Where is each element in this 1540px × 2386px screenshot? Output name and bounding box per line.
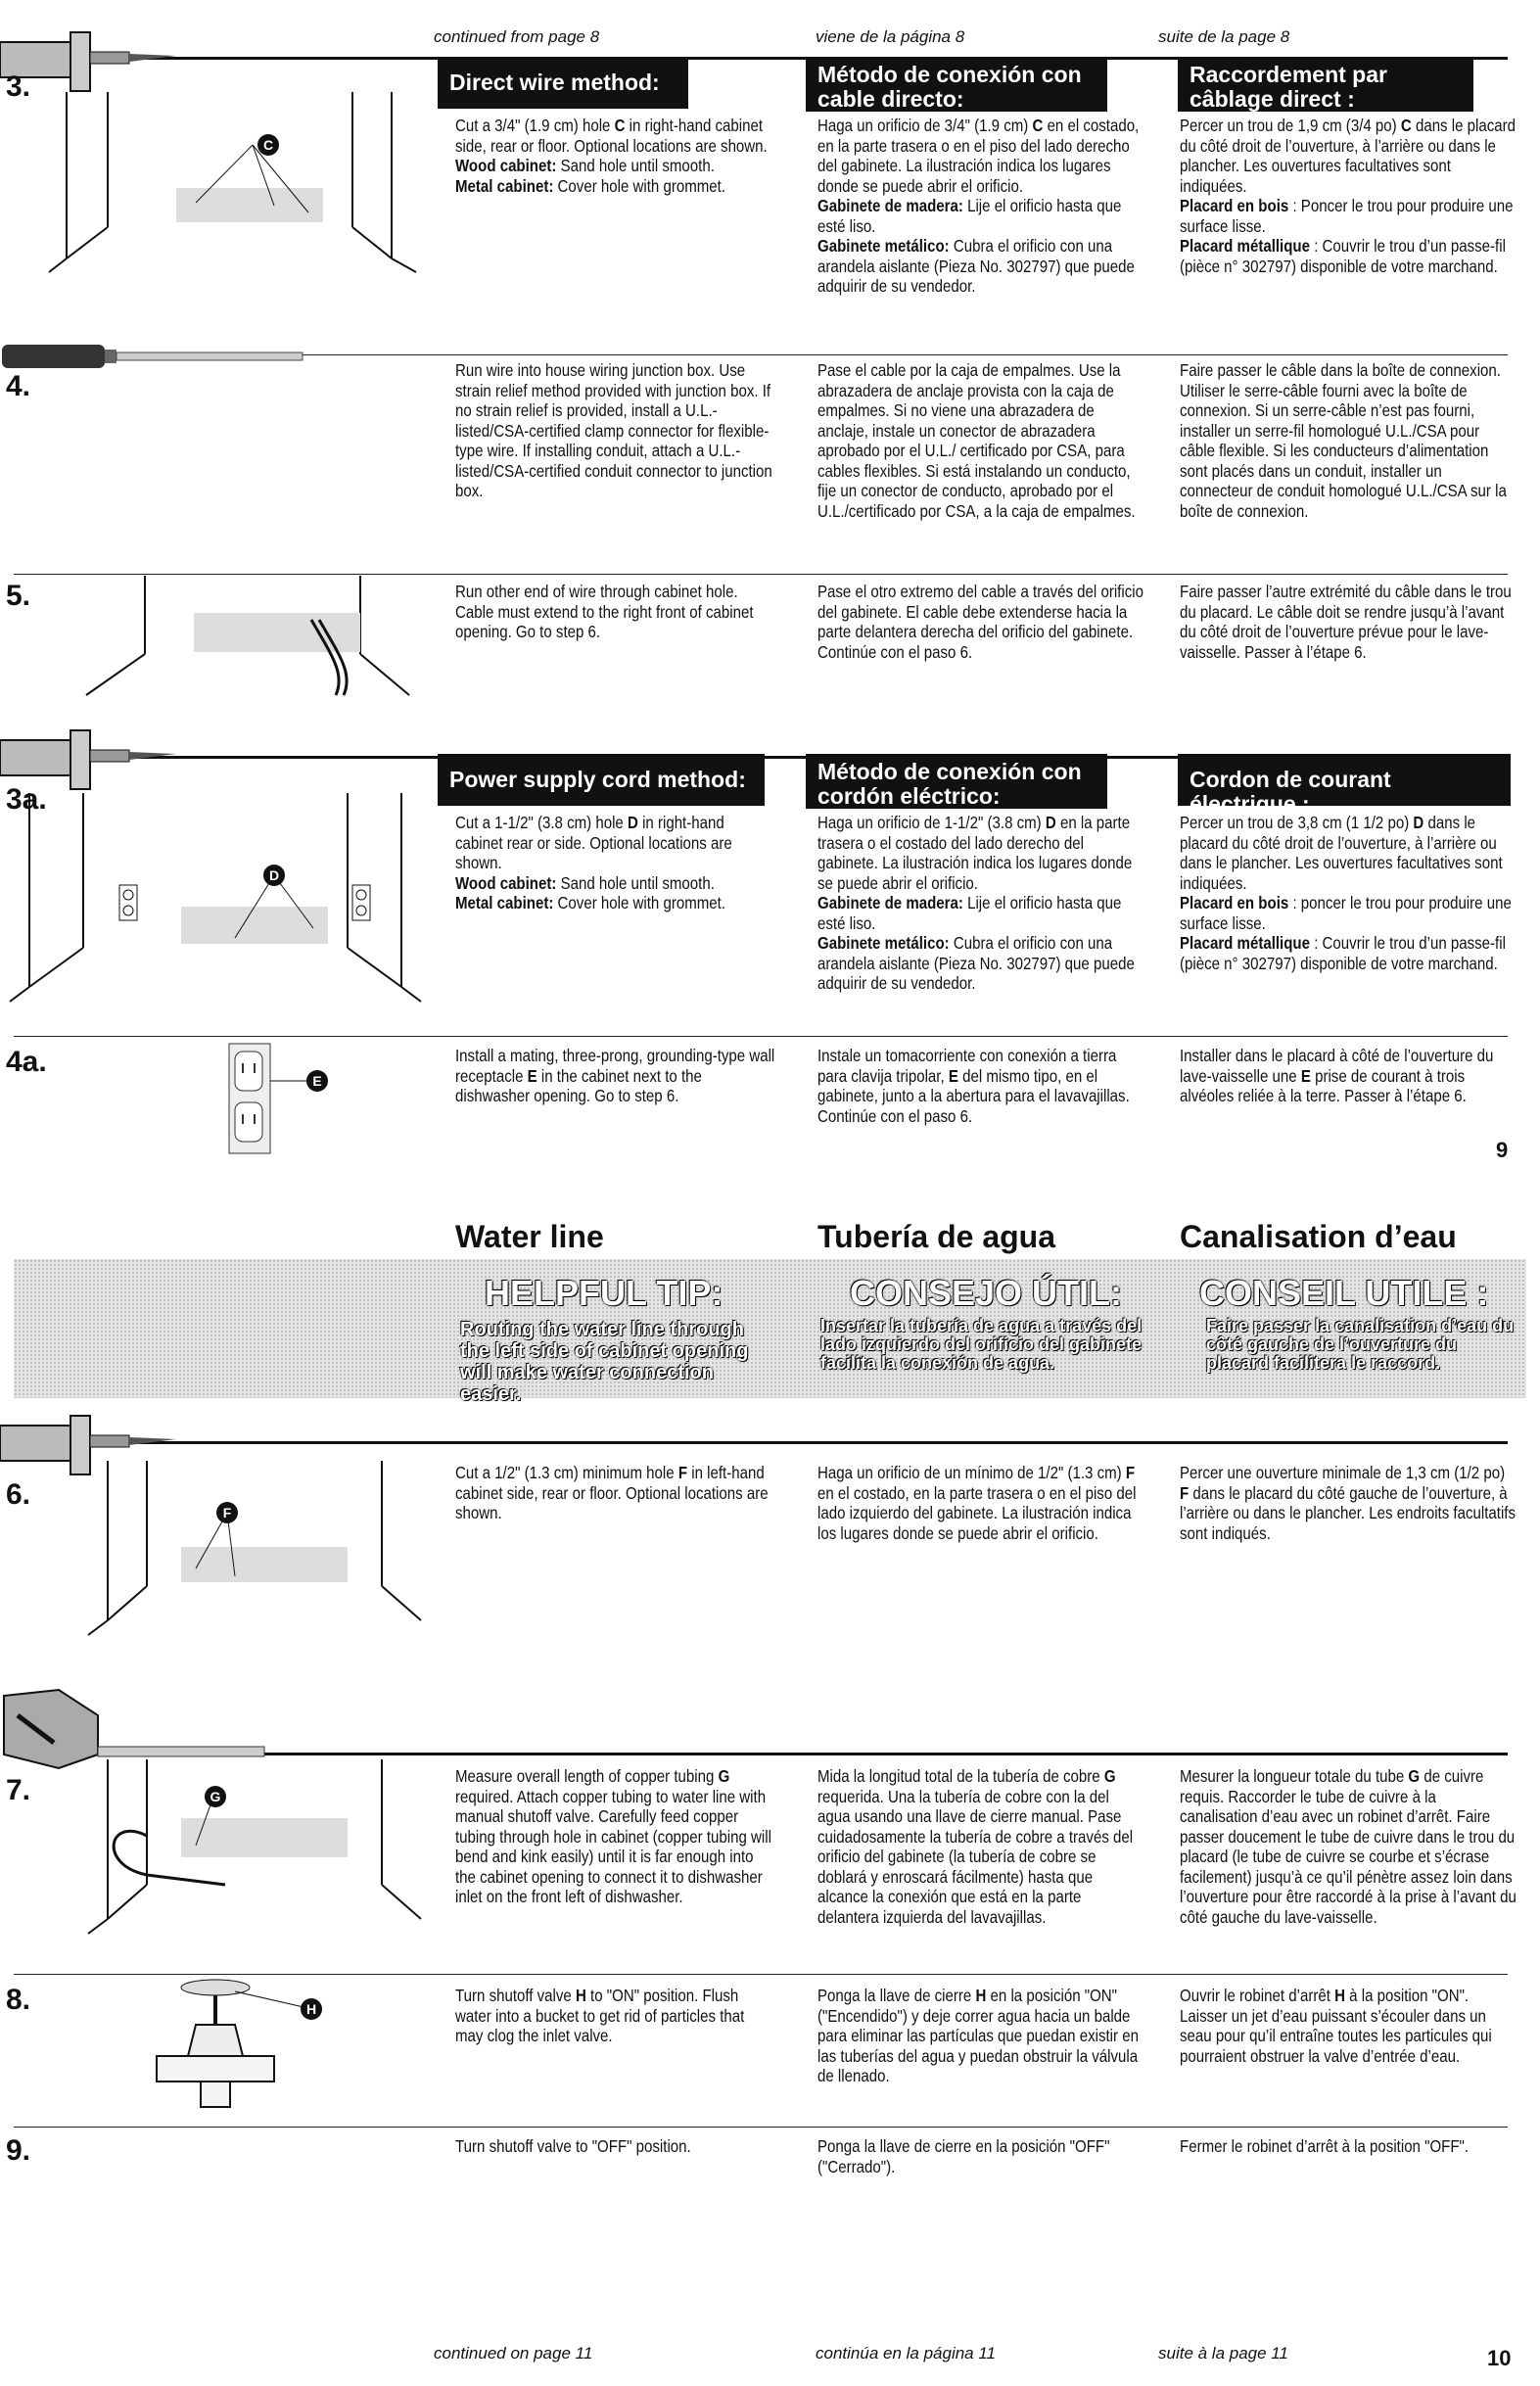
text: Mida la longitud total de la tubería de cobre	[817, 1766, 1100, 1786]
tip-title-en: HELPFUL TIP:	[485, 1273, 723, 1313]
step-number: 7.	[6, 1774, 31, 1806]
step-rule	[98, 1441, 1508, 1444]
text: Haga un orificio de 1-1/2" (3.8 cm)	[817, 813, 1042, 832]
header-direct-wire-es: Método de conexión con cable directo:	[806, 57, 1107, 112]
step-rule	[14, 574, 1508, 575]
callout-ref: G	[1408, 1766, 1421, 1786]
callout-label: C	[262, 137, 274, 153]
step7-text-en	[455, 1766, 775, 1907]
callout-ref: F	[1180, 1482, 1190, 1503]
text: Measure overall length of copper tubing	[455, 1766, 715, 1786]
label: Gabinete de madera:	[817, 893, 963, 912]
callout-ref: E	[527, 1065, 537, 1086]
step5-text-fr: Faire passer l’autre extrémité du câble dans le trou du placard. Le câble doit se rendre jusqu’à l’avant du côté droit de l’ouverture prévue pour le lave-vaisselle. Passer à l’étape 6.	[1180, 582, 1512, 662]
text: de cuivre requis. Raccorder le tube de cuivre à la canalisation d’eau avec un robinet d’arrêt. Faire passer doucement le tube de cuivre dans le trou du placard (le tube de cuivre se courbe et s’écrase facilement) jusqu’à ce qu’il pénètre assez loin dans l’ouverture pour être raccordé à la prise à l’avant du côté gauche du lave-vaisselle.	[1180, 1766, 1517, 1927]
step-rule	[117, 1753, 1508, 1755]
tip-text-es: Insertar la tubería de agua a través del lado izquierdo del orificio del gabinete facilita la conexión de agua.	[820, 1316, 1143, 1373]
step7-text-es	[817, 1766, 1145, 1927]
tip-text-fr: Faire passer la canalisation d’eau du côté gauche de l’ouverture du placard facilitera le raccord.	[1206, 1316, 1515, 1373]
text: : Couvrir le trou d’un passe-fil (pièce n° 302797) disponible de votre marchand.	[1180, 236, 1506, 276]
callout-ref: G	[1103, 1766, 1116, 1786]
text: in the cabinet next to the dishwasher opening. Go to step 6.	[455, 1065, 702, 1105]
continued-from-fr: suite de la page 8	[1158, 27, 1290, 46]
text: : Poncer le trou pour produire une surface lisse.	[1180, 196, 1514, 236]
screwdriver-icon	[0, 337, 313, 376]
step3a-text-fr	[1180, 813, 1517, 973]
step6-text-en	[455, 1463, 775, 1523]
callout-label: F	[222, 1505, 232, 1520]
callout-label: G	[210, 1789, 221, 1804]
text: Turn shutoff valve	[455, 1986, 572, 2005]
step3-text-en	[455, 116, 775, 196]
text: : Couvrir le trou d’un passe-fil (pièce n° 302797) disponible de votre marchand.	[1180, 933, 1506, 973]
text: Cut a 3/4" (1.9 cm) hole	[455, 116, 611, 135]
callout-label: E	[312, 1073, 322, 1089]
step9-text-en: Turn shutoff valve to "OFF" position.	[455, 2136, 691, 2156]
callout-ref: D	[1045, 813, 1056, 832]
text: in left-hand cabinet side, rear or floor. Optional locations are shown.	[455, 1463, 769, 1522]
outlet-illustration	[227, 1042, 345, 1157]
step6-text-fr	[1180, 1463, 1517, 1543]
text: en la parte trasera o el costado del lado derecho del gabinete. La ilustración indica los lugares donde se puede abrir el orificio.	[817, 813, 1133, 893]
text: Haga un orificio de un mínimo de 1/2" (1.3 cm)	[817, 1463, 1122, 1482]
header-power-cord-fr: Cordon de courant électrique :	[1178, 754, 1511, 806]
step-rule	[14, 1036, 1508, 1037]
label: Placard en bois	[1180, 196, 1289, 215]
text: in right-hand cabinet side, rear or floor. Optional locations are shown.	[455, 116, 768, 156]
step8-text-fr	[1180, 1986, 1517, 2066]
text: Percer un trou de 1,9 cm (3/4 po)	[1180, 116, 1397, 135]
section-title-es: Tubería de agua	[817, 1219, 1056, 1254]
step-rule	[14, 2127, 1508, 2128]
text: dans le placard du côté gauche de l’ouverture, à l’arrière ou dans le plancher. Les endroits facultatifs sont indiqués.	[1180, 1482, 1517, 1543]
step-number: 6.	[6, 1478, 31, 1511]
header-direct-wire-en: Direct wire method:	[438, 57, 688, 109]
cabinet-hole-illustration	[10, 791, 421, 1006]
text: Instale un tomacorriente con conexión a tierra para clavija tripolar,	[817, 1046, 1117, 1086]
text: requerida. Una la tubería de cobre con la del agua usando una llave de cierre manual. Pase cuidadosamente la tubería de cobre a través del orificio del gabinete (la tubería de cobre se doblará y enroscará fácilmente) hasta que alcance la conexión que está en la parte delantera izquierda del lavavajillas.	[817, 1786, 1134, 1927]
step4a-text-en	[455, 1046, 775, 1106]
text: Percer une ouverture minimale de 1,3 cm (1/2 po)	[1180, 1463, 1506, 1482]
step4-text-en: Run wire into house wiring junction box. Use strain relief method provided with junction box. If no strain relief is provided, install a U.L.-listed/CSA-certified clamp connector for flexible-type wire. If installing conduit, attach a U.L.-listed/CSA-certified conduit connector to junction box.	[455, 360, 772, 500]
step3a-text-es	[817, 813, 1145, 994]
text: in right-hand cabinet rear or side. Optional locations are shown.	[455, 813, 732, 872]
step9-text-es: Ponga la llave de cierre en la posición "OFF" ("Cerrado").	[817, 2136, 1110, 2176]
text: Cover hole with grommet.	[557, 893, 726, 912]
callout-ref: D	[1413, 813, 1424, 832]
text: Cover hole with grommet.	[557, 175, 726, 196]
text: Cut a 1-1/2" (3.8 cm) hole	[455, 813, 624, 832]
text: Haga un orificio de 3/4" (1.9 cm)	[817, 116, 1029, 135]
label: Placard métallique	[1180, 933, 1311, 953]
callout-label: H	[305, 2001, 317, 2017]
text: dans le placard du côté droit de l’ouverture, à l’arrière ou dans le plancher. Les ouvertures facultatives sont indiquées.	[1180, 116, 1517, 196]
text: required. Attach copper tubing to water line with manual shutoff valve. Carefully feed copper tubing through hole in cabinet (copper tubing will bend and kink easily) until it is far enough into the cabinet opening to connect it to dishwasher inlet on the front left of dishwasher.	[455, 1786, 771, 1906]
step9-text-fr: Fermer le robinet d’arrêt à la position "OFF".	[1180, 2136, 1470, 2156]
callout-ref: E	[1300, 1065, 1311, 1086]
callout-label: D	[268, 867, 280, 883]
cabinet-hole-illustration	[49, 90, 421, 281]
text: Sand hole until smooth.	[560, 872, 715, 893]
tip-title-fr: CONSEIL UTILE :	[1199, 1273, 1489, 1313]
continued-from-en: continued from page 8	[434, 27, 600, 46]
text: Cut a 1/2" (1.3 cm) minimum hole	[455, 1463, 675, 1482]
callout-ref: F	[1125, 1463, 1136, 1482]
text: Mesurer la longueur totale du tube	[1180, 1766, 1405, 1786]
step4-text-es: Pase el cable por la caja de empalmes. Use la abrazadera de anclaje provista con la caja de empalmes. Si no viene una abrazadera de anclaje, instale un conector de abrazadera aprobado por el U.L./ certificado por CSA, para cables flexibles. Si está instalando un conducto, fije un conector de conducto, aprobado por el U.L./certificado por CSA, a la caja de empalmes.	[817, 360, 1136, 521]
step-number: 3.	[6, 70, 31, 103]
step5-text-es: Pase el otro extremo del cable a través del orificio del gabinete. El cable debe extenderse hacia la parte delantera derecha del orificio del gabinete. Continúe con el paso 6.	[817, 582, 1143, 662]
step7-text-fr	[1180, 1766, 1517, 1927]
label: Wood cabinet:	[455, 872, 557, 893]
callout-ref: D	[628, 813, 638, 832]
step4a-text-fr	[1180, 1046, 1517, 1106]
label: Placard métallique	[1180, 236, 1311, 256]
step8-text-es	[817, 1986, 1145, 2086]
step-number: 8.	[6, 1984, 31, 2016]
step3-text-fr	[1180, 116, 1517, 276]
label: Wood cabinet:	[455, 156, 557, 175]
callout-ref: F	[677, 1463, 688, 1482]
continued-on-es: continúa en la página 11	[816, 2344, 997, 2363]
text: Installer dans le placard à côté de l’ouverture du lave-vaisselle une	[1180, 1046, 1494, 1086]
label: Gabinete de madera:	[817, 196, 963, 215]
section-title-en: Water line	[455, 1219, 604, 1254]
step-rule	[14, 1974, 1508, 1975]
step3-text-es	[817, 116, 1145, 297]
step4-text-fr: Faire passer le câble dans la boîte de connexion. Utiliser le serre-câble fourni avec la boîte de connexion. Si un serre-câble n’est pas fourni, installer un serre-fil homologué U.L./CSA pour câble flexible. Si les conducteurs d’alimentation sont placés dans un conduit, installer un connecteur de conduit homologué U.L./CSA sur la boîte de connexion.	[1180, 360, 1507, 521]
label: Placard en bois	[1180, 893, 1289, 912]
header-direct-wire-fr: Raccordement par câblage direct :	[1178, 57, 1473, 112]
cabinet-hole-illustration	[88, 1459, 421, 1640]
text: Lije el orificio hasta que esté liso.	[817, 893, 1122, 933]
callout-ref: C	[614, 116, 626, 135]
text: Percer un trou de 3,8 cm (1 1/2 po)	[1180, 813, 1410, 832]
continued-from-es: viene de la página 8	[816, 27, 965, 46]
label: Metal cabinet:	[455, 175, 554, 196]
text: en la posición "ON" ("Encendido") y deje correr agua hacia un balde para eliminar las partículas que puedan existir en las tuberías del agua y puedan obstruir la válvula de llenado.	[817, 1986, 1139, 2085]
text: Lije el orificio hasta que esté liso.	[817, 196, 1122, 236]
text: à la position "ON". Laisser un jet d’eau puissant s’écouler dans un seau pour qu’il entraîne toutes les particules qui pourraient obstruer la valve d’entrée d’eau.	[1180, 1986, 1492, 2066]
header-power-cord-es: Método de conexión con cordón eléctrico:	[806, 754, 1107, 809]
callout-ref: C	[1400, 116, 1412, 135]
junction-wire-illustration	[86, 576, 419, 703]
text: Cubra el orificio con una arandela aislante (Pieza No. 302797) que puede adquirir de su vendedor.	[817, 236, 1135, 296]
step-number: 4a.	[6, 1046, 47, 1078]
tip-title-es: CONSEJO ÚTIL:	[850, 1273, 1123, 1313]
text: to "ON" position. Flush water into a bucket to get rid of particles that may clog the inlet valve.	[455, 1986, 745, 2045]
text: en el costado, en la parte trasera o en el piso del lado izquierdo del gabinete. La ilustración indica los lugares donde se puede abrir el orificio.	[817, 1482, 1137, 1543]
step3a-text-en	[455, 813, 775, 913]
page-number: 9	[1496, 1138, 1509, 1162]
continued-on-en: continued on page 11	[434, 2344, 593, 2363]
step5-text-en: Run other end of wire through cabinet hole. Cable must extend to the right front of cabinet opening. Go to step 6.	[455, 582, 754, 641]
text: Sand hole until smooth.	[560, 156, 715, 175]
step8-text-en	[455, 1986, 775, 2046]
step6-text-es	[817, 1463, 1145, 1543]
continued-on-fr: suite à la page 11	[1158, 2344, 1288, 2363]
step-number: 9.	[6, 2134, 31, 2167]
text: Ouvrir le robinet d’arrêt	[1180, 1986, 1330, 2005]
section-title-fr: Canalisation d’eau	[1180, 1219, 1457, 1254]
callout-ref: C	[1032, 116, 1044, 135]
callout-ref: E	[948, 1065, 958, 1086]
text: en el costado, en la parte trasera o en el piso del lado derecho del gabinete. La ilustración indica los lugares donde se puede abrir el orificio.	[817, 116, 1140, 196]
text: Ponga la llave de cierre	[817, 1986, 972, 2005]
header-power-cord-en: Power supply cord method:	[438, 754, 765, 806]
text: Cubra el orificio con una arandela aislante (Pieza No. 302797) que puede adquirir de su vendedor.	[817, 933, 1135, 993]
tip-text-en: Routing the water line through the left side of cabinet opening will make water connection easier.	[460, 1319, 749, 1405]
callout-ref: H	[575, 1986, 586, 2005]
shutoff-valve-illustration	[157, 1978, 343, 2115]
text: : poncer le trou pour produire une surface lisse.	[1180, 893, 1512, 933]
text: Install a mating, three-prong, grounding-type wall receptacle	[455, 1046, 775, 1086]
callout-ref: G	[718, 1766, 730, 1786]
label: Metal cabinet:	[455, 893, 554, 912]
text: del mismo tipo, en el gabinete, junto a la abertura para el lavavajillas. Continúe con el paso 6.	[817, 1065, 1130, 1126]
callout-ref: H	[975, 1986, 987, 2005]
step-number: 5.	[6, 580, 31, 612]
step-number: 4.	[6, 370, 31, 402]
label: Gabinete metálico:	[817, 236, 950, 256]
step-number: 3a.	[6, 783, 47, 816]
text: prise de courant à trois alvéoles reliée à la terre. Passer à l’étape 6.	[1180, 1065, 1467, 1105]
cabinet-hole-illustration	[88, 1757, 421, 1939]
page-number: 10	[1487, 2346, 1512, 2370]
callout-ref: H	[1334, 1986, 1345, 2005]
label: Gabinete metálico:	[817, 933, 950, 953]
text: dans le placard du côté droit de l’ouverture, à l’arrière ou dans le plancher. Les ouvertures facultatives sont indiquées.	[1180, 813, 1503, 893]
step4a-text-es	[817, 1046, 1145, 1126]
